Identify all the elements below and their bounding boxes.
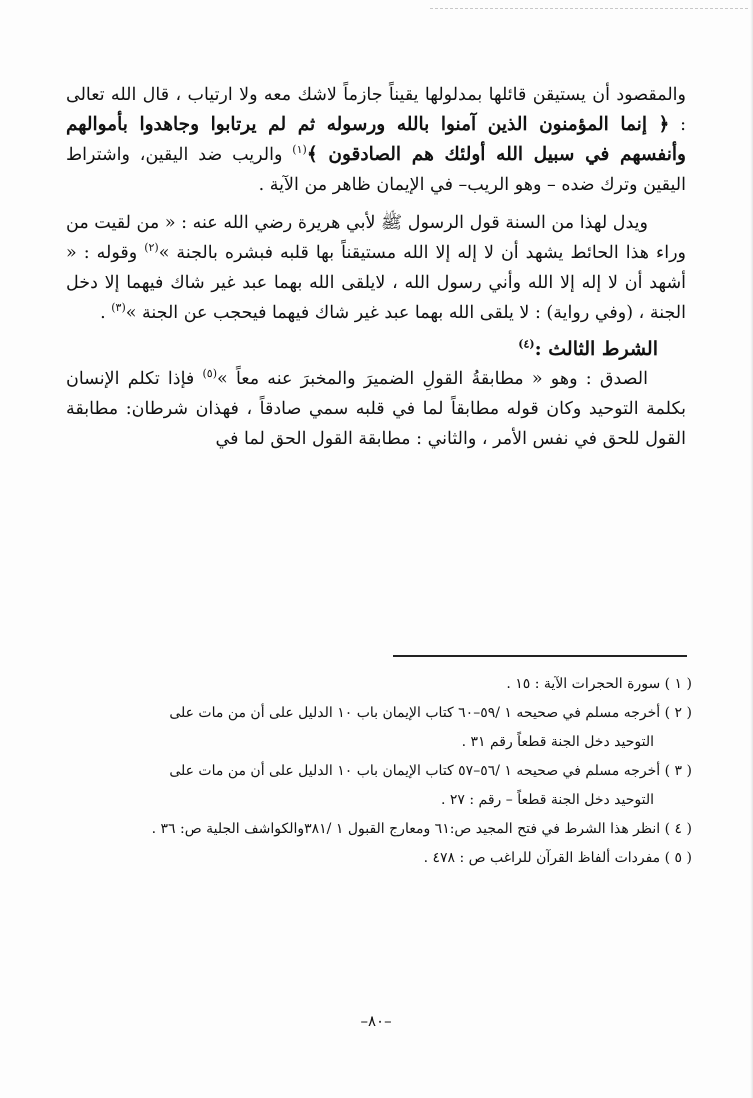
paragraph-2 [66,208,686,328]
footnote-ref-3: (٣) [111,301,126,315]
paragraph-1-tail: والريب ضد اليقين، واشتراط اليقين وترك ضده – وهو الريب– في الإيمان ظاهر من الآية . [66,145,686,195]
paragraph-2-text: ويدل لهذا من السنة قول الرسول ﷺ لأبي هريرة رضي الله عنه : « من لقيت من وراء هذا الحائط يشهد أن لا إله إلا الله مستيقناً بها قلبه فبشره بالجنة » [66,213,686,263]
paragraph-2-text-2: وقوله : « أشهد أن لا إله إلا الله وأني رسول الله ، لايلقى الله بهما عبد غير شاك فيهما إلا دخل الجنة ، (وفي رواية) : لا يلقى الله بهما عبد غير شاك فيهما فيحجب عن الجنة » [66,243,686,323]
footnote-3: ( ٣ ) أخرجه مسلم في صحيحه ١ /٥٦–٥٧ كتاب الإيمان باب ١٠ الدليل على أن من مات على [169,763,692,779]
paragraph-2-end: . [100,303,112,323]
footnote-2-continued: التوحيد دخل الجنة قطعاً رقم ٣١ . [461,734,654,750]
footnote-4: ( ٤ ) انظر هذا الشرط في فتح المجيد ص:٦١ ومعارج القبول ١ /٣٨١والكواشف الجلية ص: ٣٦ . [151,821,692,837]
footnote-1: ( ١ ) سورة الحجرات الآية : ١٥ . [506,676,692,692]
scan-edge-top [430,8,753,11]
footnote-ref-5: (٥) [202,367,218,381]
paragraph-3-text-2: فإذا تكلم الإنسان بكلمة التوحيد وكان قوله مطابقاً لما في قلبه سمي صادقاً ، فهذان شرطان: مطابقة القول للحق في نفس الأمر ، والثاني : مطابقة القول الحق لما في [66,369,686,449]
footnotes [66,670,692,873]
footnote-ref-2: (٢) [144,241,159,255]
section-heading [66,334,686,364]
footnote-ref-1: (١) [292,143,307,157]
paragraph-1 [66,80,686,200]
footnote-5: ( ٥ ) مفردات ألفاظ القرآن للراغب ص : ٤٧٨ . [423,850,692,866]
footnote-3-continued: التوحيد دخل الجنة قطعاً – رقم : ٢٧ . [440,792,654,808]
main-text [66,80,686,454]
page-number: –٨٠– [360,1012,392,1030]
section-heading-text: الشرط الثالث : [534,338,658,360]
footnote-ref-4: (٤) [518,337,535,351]
footnote-divider [393,655,687,657]
quran-verse: ﴿ إنما المؤمنون الذين آمنوا بالله ورسوله ثم لم يرتابوا وجاهدوا بأموالهم وأنفسهم في سبيل الله أولئك هم الصادقون ﴾ [66,114,686,165]
paragraph-3-text: الصدق : وهو « مطابقةُ القولِ الضميرَ والمخبرَ عنه معاً » [217,369,648,389]
paragraph-3 [66,364,686,454]
paragraph-1-intro: والمقصود أن يستيقن قائلها بمدلولها يقيناً جازماً لاشك معه ولا ارتياب ، قال الله تعالى : [66,85,686,135]
footnote-2: ( ٢ ) أخرجه مسلم في صحيحه ١ /٥٩–٦٠ كتاب الإيمان باب ١٠ الدليل على أن من مات على [169,705,692,721]
